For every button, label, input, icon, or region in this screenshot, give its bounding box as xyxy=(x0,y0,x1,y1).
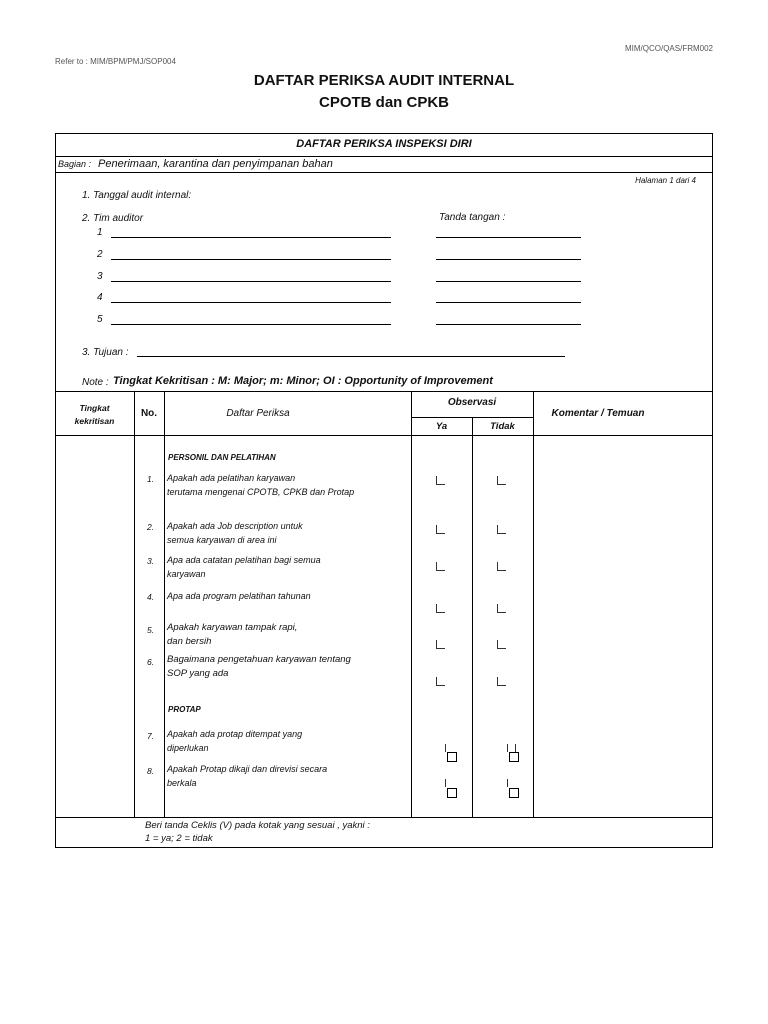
auditor-row-number: 1 xyxy=(97,227,103,238)
checklist-item: Apa ada catatan pelatihan bagi semua karyawan xyxy=(167,555,321,579)
auditor-signature-line[interactable] xyxy=(436,237,581,238)
auditor-signature-line[interactable] xyxy=(436,281,581,282)
auditor-signature-line[interactable] xyxy=(436,259,581,260)
col-ya-header: Ya xyxy=(435,421,448,432)
auditor-row-number: 2 xyxy=(97,249,103,260)
checklist-item: Apakah ada Job description untuk semua karyawan di area ini xyxy=(167,521,303,545)
col-tidak-header: Tidak xyxy=(490,421,515,432)
auditor-name-line[interactable] xyxy=(111,237,391,238)
checkbox-tidak[interactable] xyxy=(497,562,506,571)
auditor-row-number: 5 xyxy=(97,314,103,325)
checklist-item: Bagaimana pengetahuan karyawan tentang SOP yang ada xyxy=(167,654,351,679)
auditor-name-line[interactable] xyxy=(111,324,391,325)
checkbox-tidak[interactable] xyxy=(497,677,506,686)
checkbox-tidak[interactable] xyxy=(509,788,519,798)
checkbox-tidak[interactable] xyxy=(509,752,519,762)
checkbox-ya[interactable] xyxy=(436,640,445,649)
checklist-item: Apakah karyawan tampak rapi, dan bersih xyxy=(167,622,298,647)
auditor-name-line[interactable] xyxy=(111,281,391,282)
checklist-item: Apakah Protap dikaji dan direvisi secara berkala xyxy=(167,764,328,788)
auditor-name-line[interactable] xyxy=(111,259,391,260)
signature-label: Tanda tangan : xyxy=(439,212,506,223)
auditor-row-number: 3 xyxy=(97,271,103,282)
item-number: 6. xyxy=(147,657,155,667)
item-number: 8. xyxy=(147,766,155,776)
checkbox-ya[interactable] xyxy=(447,752,457,762)
item-number: 3. xyxy=(147,556,155,566)
checklist-item: Apakah ada protap ditempat yang diperlukan xyxy=(167,729,303,753)
item-number: 7. xyxy=(147,731,155,741)
field-tujuan: 3. Tujuan : xyxy=(82,347,129,358)
section-title: DAFTAR PERIKSA INSPEKSI DIRI xyxy=(296,138,472,150)
checklist-item: Apakah ada pelatihan karyawan terutama mengenai CPOTB, CPKB dan Protap xyxy=(167,473,355,497)
checkbox-tidak[interactable] xyxy=(497,604,506,613)
col-tingkat-header: Tingkat kekritisan xyxy=(74,403,115,426)
checkbox-ya[interactable] xyxy=(436,476,445,485)
note-text: Tingkat Kekritisan : M: Major; m: Minor; OI : Opportunity of Improvement xyxy=(113,375,493,387)
auditor-name-line[interactable] xyxy=(111,302,391,303)
auditor-signature-line[interactable] xyxy=(436,324,581,325)
footer-instructions: Beri tanda Ceklis (V) pada kotak yang sesuai , yakni : 1 = ya; 2 = tidak xyxy=(145,820,370,844)
section-personil: PERSONIL DAN PELATIHAN xyxy=(168,453,276,462)
checkbox-ya[interactable] xyxy=(436,562,445,571)
checkbox-tidak[interactable] xyxy=(497,640,506,649)
field-tim-auditor: 2. Tim auditor xyxy=(82,213,144,224)
field-tanggal-audit: 1. Tanggal audit internal: xyxy=(82,190,192,201)
tujuan-line[interactable] xyxy=(137,356,565,357)
form-code: MIM/QCO/QAS/FRM002 xyxy=(624,44,713,53)
note-label: Note : xyxy=(82,377,109,388)
page-info: Halaman 1 dari 4 xyxy=(635,176,696,185)
item-number: 5. xyxy=(147,625,155,635)
bagian-value[interactable]: Penerimaan, karantina dan penyimpanan bahan xyxy=(98,158,333,170)
checkbox-tidak[interactable] xyxy=(497,525,506,534)
checklist-item: Apa ada program pelatihan tahunan xyxy=(167,591,311,601)
page-subtitle: CPOTB dan CPKB xyxy=(318,94,449,111)
col-daftar-header: Daftar Periksa xyxy=(226,408,290,419)
bagian-label: Bagian : xyxy=(58,159,92,169)
col-observasi-header: Observasi xyxy=(447,397,497,408)
checkbox-ya[interactable] xyxy=(436,604,445,613)
refer-to: Refer to : MIM/BPM/PMJ/SOP004 xyxy=(55,57,176,66)
item-number: 1. xyxy=(147,474,155,484)
checkbox-ya[interactable] xyxy=(436,677,445,686)
item-number: 2. xyxy=(147,522,155,532)
auditor-signature-line[interactable] xyxy=(436,302,581,303)
item-number: 4. xyxy=(147,592,155,602)
page-title: DAFTAR PERIKSA AUDIT INTERNAL xyxy=(253,72,515,89)
checkbox-tidak[interactable] xyxy=(497,476,506,485)
col-no-header: No. xyxy=(140,408,158,419)
checkbox-ya[interactable] xyxy=(447,788,457,798)
section-protap: PROTAP xyxy=(168,705,201,714)
col-komentar-header: Komentar / Temuan xyxy=(551,408,645,419)
auditor-row-number: 4 xyxy=(97,292,103,303)
checkbox-ya[interactable] xyxy=(436,525,445,534)
